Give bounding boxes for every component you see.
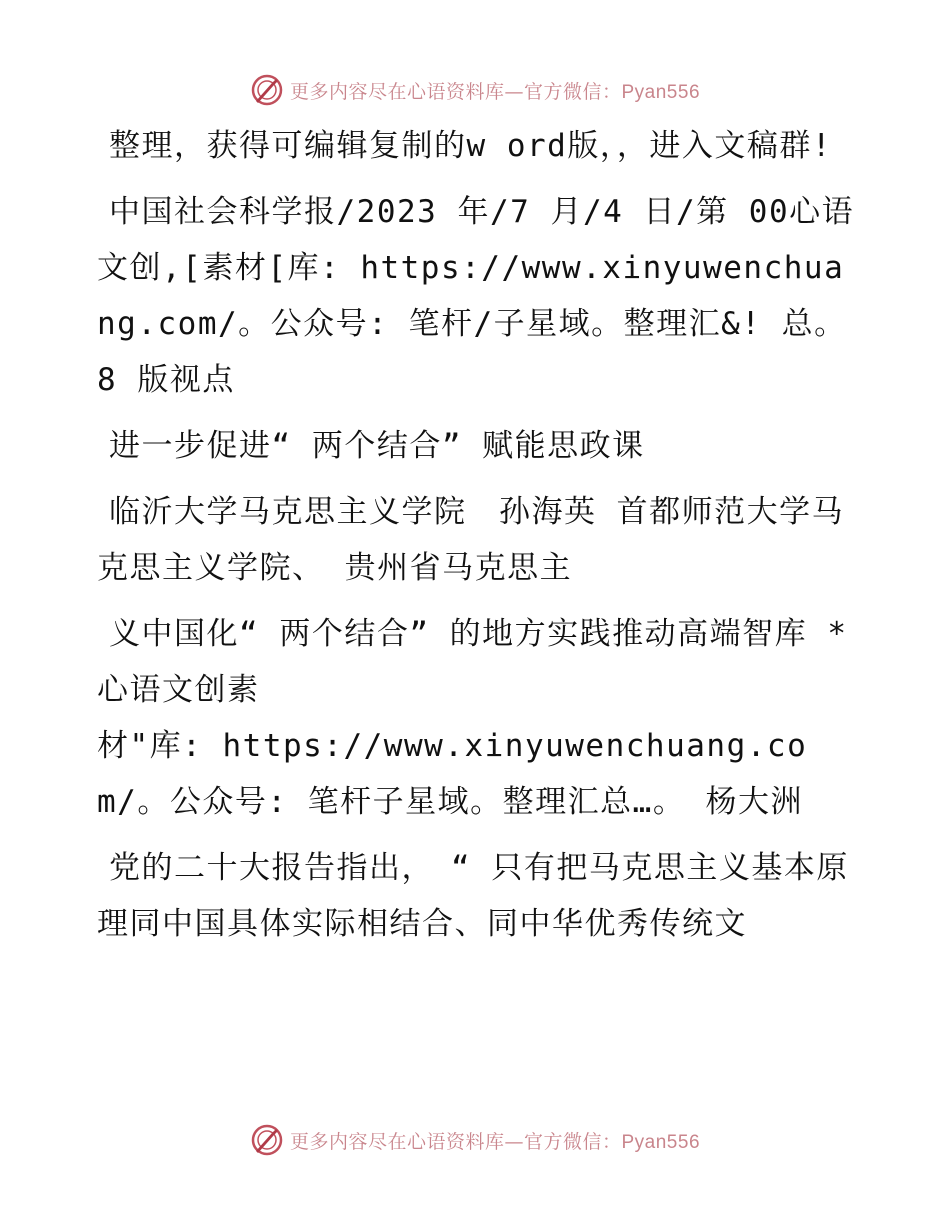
paragraph-authors: 临沂大学马克思主义学院 孙海英 首都师范大学马克思主义学院、 贵州省马克思主: [97, 494, 845, 586]
paragraph-source: 中国社会科学报/2023 年/7 月/4 日/第 00心语文创,[素材[库: https://www.xinyuwenchuang.com/。公众号: 笔杆/子星域。整理汇&! 总。8 版视点: [97, 194, 855, 398]
paragraph-body: 党的二十大报告指出， “ 只有把马克思主义基本原理同中国具体实际相结合、同中华优秀传统文: [97, 850, 849, 942]
footer-banner: [0, 1120, 950, 1160]
pen-logo-icon: [250, 1123, 284, 1157]
paragraph-source-author: 材"库: https://www.xinyuwenchuang.com/。公众号: 笔杆子星域。整理汇总…。 杨大洲: [97, 728, 808, 820]
paragraph-authors-continued: 义中国化“ 两个结合” 的地方实践推动高端智库 *心语文创素: [97, 616, 848, 708]
wechat-id: Pyan556: [621, 81, 701, 103]
banner-text: 更多内容尽在心语资料库—官方微信：Pyan556: [289, 1130, 701, 1153]
article-title: 进一步促进“ 两个结合” 赋能思政课: [109, 428, 645, 464]
header-banner: [0, 70, 950, 110]
paragraph-notice: 整理，获得可编辑复制的w ord版，，进入文稿群!: [109, 128, 832, 164]
banner-text: 更多内容尽在心语资料库—官方微信：Pyan556: [289, 80, 701, 103]
document-body: [97, 118, 857, 962]
wechat-id: Pyan556: [621, 1131, 701, 1153]
pen-logo-icon: [250, 73, 284, 107]
